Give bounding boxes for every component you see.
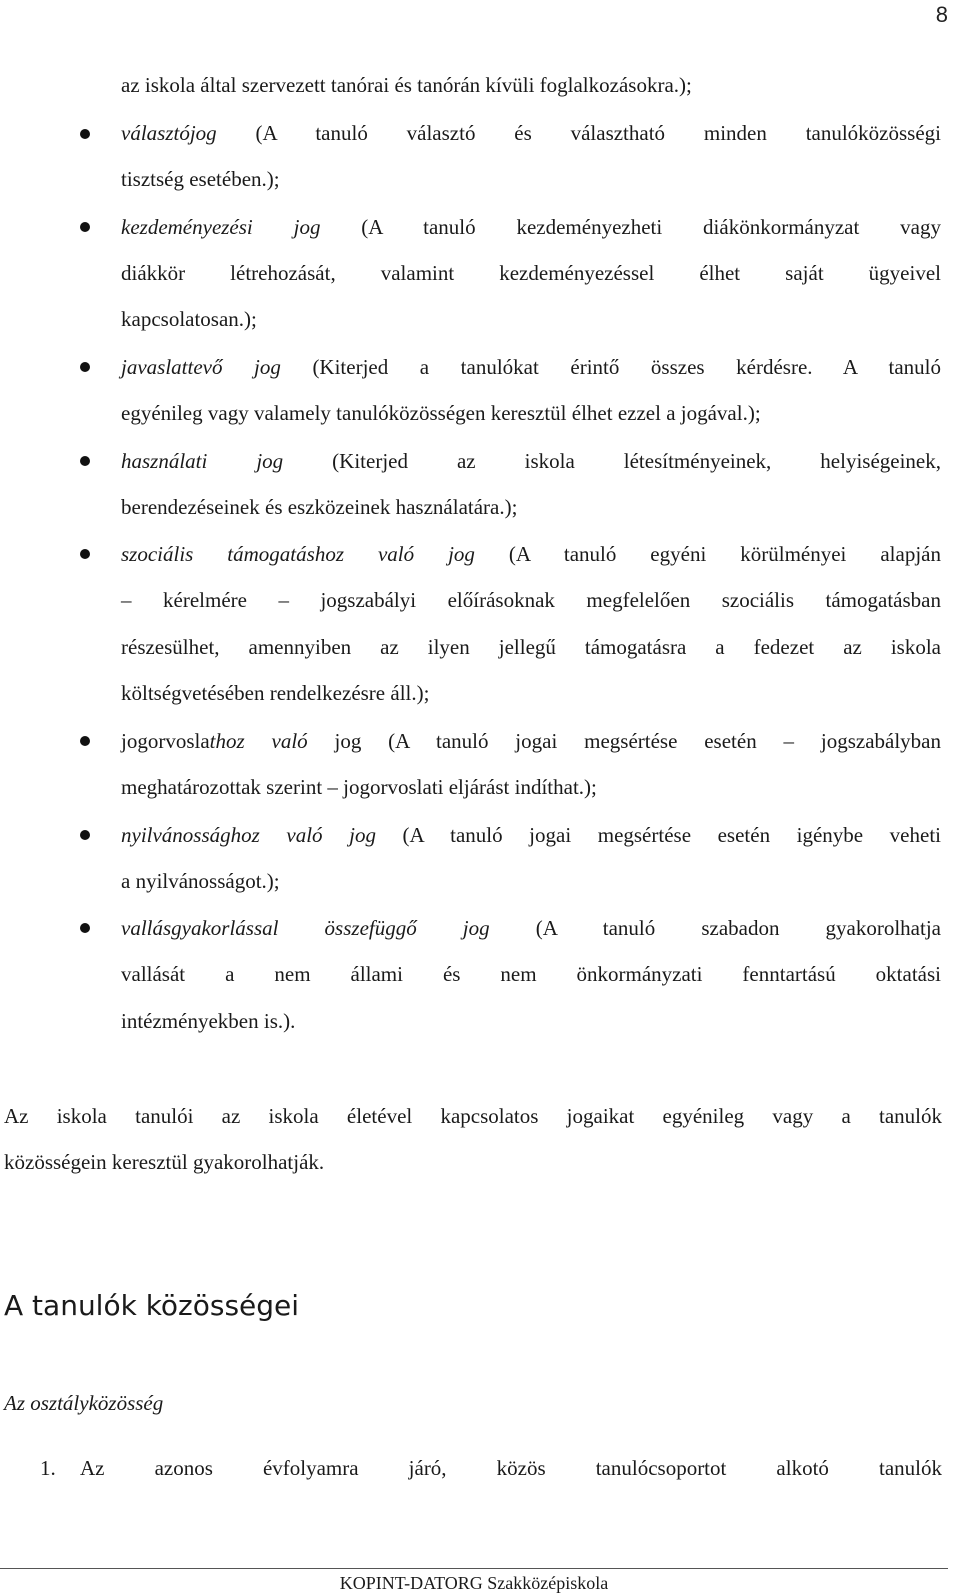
right-description: jog (A tanuló jogai megsértése esetén – jogszabályban [307,729,941,753]
list-item-line [121,212,941,242]
list-item-line [121,820,941,850]
list-continuation-line: meghatározottak szerint – jogorvoslati eljárást indíthat.); [121,775,597,799]
list-item-line [121,446,941,476]
right-description: (A tanuló kezdeményezheti diákönkormányzat vagy [320,215,941,239]
right-description: (A tanuló jogai megsértése esetén igénybe veheti [375,823,941,847]
bullet-icon [80,830,90,840]
footer-text: KOPINT-DATORG Szakközépiskola [339,1573,609,1593]
section-heading: A tanulók közösségei [4,1289,300,1322]
list-continuation-line: berendezéseinek és eszközeinek használatára.); [121,495,518,519]
list-continuation-line: vallását a nem állami és nem önkormányzati fenntartású oktatási [121,962,941,986]
list-continuation-line: az iskola által szervezett tanórai és tanórán kívüli foglalkozásokra.); [121,73,692,97]
right-description: (Kiterjed az iskola létesítményeinek, helyiségeinek, [283,449,942,473]
list-continuation-line: költségvetésében rendelkezésre áll.); [121,681,430,705]
footer-divider [0,1568,948,1569]
subsection-heading: Az osztályközösség [4,1391,164,1415]
list-item-line [121,726,941,756]
paragraph-line: közösségein keresztül gyakorolhatják. [4,1150,325,1174]
list-continuation-line: részesülhet, amennyiben az ilyen jellegű támogatásra a fedezet az iskola [121,635,941,659]
list-item-line [121,539,941,569]
bullet-icon [80,222,90,232]
list-item-line [121,352,941,382]
list-continuation-line: – kérelmére – jogszabályi előírásoknak megfelelően szociális támogatásban [121,588,941,612]
bullet-icon [80,549,90,559]
list-continuation-line: tisztség esetében.); [121,167,280,191]
right-term: választójog [121,121,217,145]
right-description: (Kiterjed a tanulókat érintő összes kérdésre. A tanuló [280,355,941,379]
right-term: vallásgyakorlással összefüggő jog [121,916,490,940]
numbered-item-text: Az azonos évfolyamra járó, közös tanulócsoportot alkotó tanulók [80,1456,942,1480]
list-item-line [121,118,941,148]
right-term: nyilvánossághoz való jog [121,823,376,847]
right-description: (A tanuló választó és választható minden tanulóközösségi [216,121,941,145]
list-continuation-line: a nyilvánosságot.); [121,869,280,893]
page-number: 8 [935,2,948,27]
right-description: (A tanuló szabadon gyakorolhatja [489,916,941,940]
list-item-line [121,913,941,943]
list-continuation-line: intézményekben is.). [121,1009,296,1033]
right-term: thoz való [209,729,308,753]
right-term: javaslattevő jog [121,355,281,379]
right-term: kezdeményezési jog [121,215,321,239]
bullet-icon [80,362,90,372]
list-continuation-line: egyénileg vagy valamely tanulóközösségen keresztül élhet ezzel a jogával.); [121,401,761,425]
right-term: szociális támogatáshoz való jog [121,542,475,566]
bullet-icon [80,923,90,933]
list-number: 1. [40,1456,56,1480]
paragraph-line: Az iskola tanulói az iskola életével kapcsolatos jogaikat egyénileg vagy a tanulók [4,1104,942,1128]
bullet-icon [80,456,90,466]
right-term-prefix: jogorvosla [121,729,210,753]
right-term: használati jog [121,449,284,473]
bullet-icon [80,736,90,746]
list-continuation-line: kapcsolatosan.); [121,307,257,331]
right-description: (A tanuló egyéni körülményei alapján [474,542,941,566]
bullet-icon [80,129,90,139]
list-continuation-line: diákkör létrehozását, valamint kezdeményezéssel élhet saját ügyeivel [121,261,941,285]
